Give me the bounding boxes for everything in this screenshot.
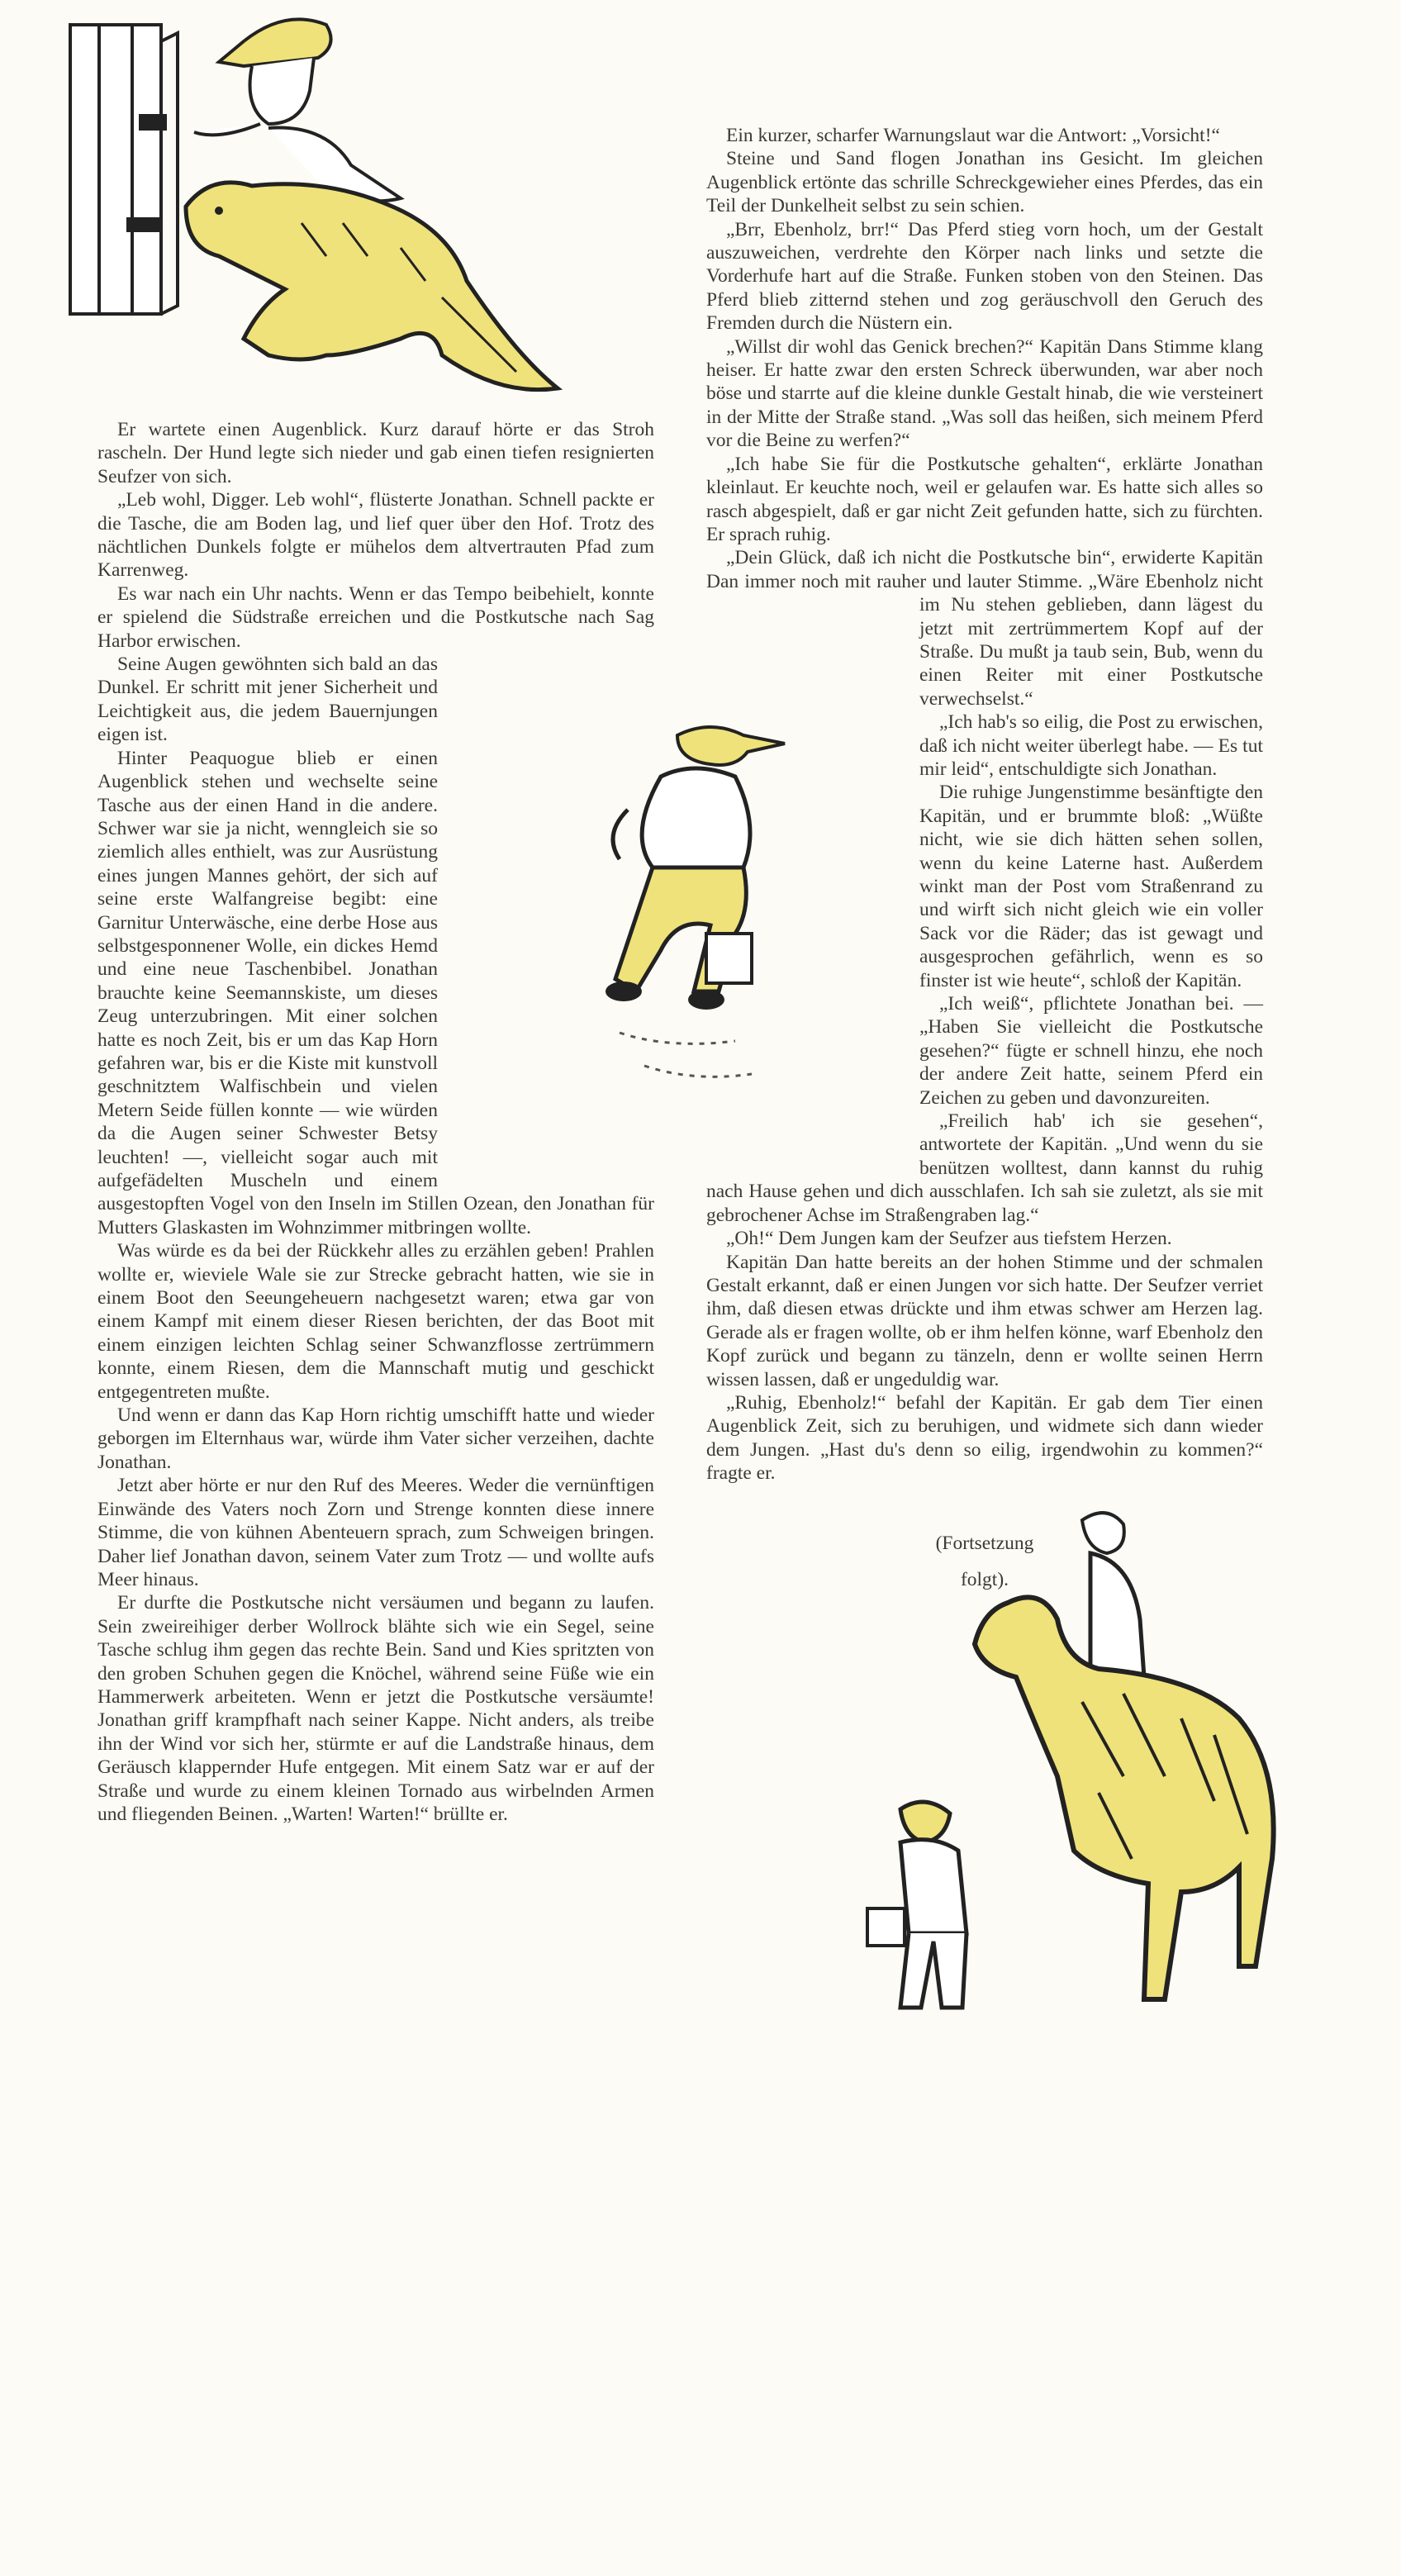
paragraph: „Dein Glück, daß ich nicht die Postkutsche bin“, erwiderte Kapitän Dan immer noch mit rauher und lauter Stimme. „Wäre Ebenholz nicht im Nu stehen geblieben, dann lägest du jetzt mit zertrümmertem Kopf auf der Straße. Du mußt ja taub sein, Bub, wenn du einen Reiter mit einer Postkutsche verwechselst.“ (706, 547, 1263, 710)
left-text-column (97, 418, 654, 1826)
paragraph: Ein kurzer, scharfer Warnungslaut war die Antwort: „Vorsicht!“ (726, 125, 1220, 146)
paragraph: „Oh!“ Dem Jungen kam der Seufzer aus tiefstem Herzen. (726, 1228, 1172, 1250)
paragraph: Die ruhige Jungenstimme besänftigte den Kapitän, und er brummte bloß: „Wüßte nicht, wie sie dich hätten sehen sollen, wenn du keine Laterne hast. Außerdem winkt man der Post vom Straßenrand zu und wirft sich nicht gleich wie ein voller Sack vor die Räder; das ist gewagt und ausgesprochen gefährlich, wenn es so finster ist wie heute“, schloß der Kapitän. (919, 782, 1263, 991)
paragraph: Und wenn er dann das Kap Horn richtig umschifft hatte und wieder geborgen im Elternhaus war, würde ihm Vater sicher verzeihen, dachte Jonathan. (97, 1404, 654, 1473)
illustration-boy-with-dog (54, 8, 582, 413)
paragraph: „Willst dir wohl das Genick brechen?“ Kapitän Dans Stimme klang heiser. Er hatte zwar den ersten Schreck überwunden, war aber noch böse und starrte auf die kleine dunkle Gestalt hinab, die wie versteinert in der Mitte der Straße stand. „Was soll das heißen, sich meinem Pferd vor die Beine zu werfen?“ (706, 335, 1263, 452)
paragraph: „Brr, Ebenholz, brr!“ Das Pferd stieg vorn hoch, um der Gestalt auszuweichen, verdrehte den Körper nach links und setzte die Vorderhufe hart auf die Straße. Funken stoben von den Steinen. Das Pferd blieb zitternd stehen und zog geräuschvoll den Geruch des Fremden durch die Nüstern ein. (706, 218, 1263, 335)
paragraph: Er wartete einen Augenblick. Kurz darauf hörte er das Stroh rascheln. Der Hund legte sich nieder und gab einen tiefen resignierten Seufzer von sich. (97, 419, 654, 487)
paragraph: Jetzt aber hörte er nur den Ruf des Meeres. Weder die vernünftigen Einwände des Vaters noch Zorn und Strenge konnten diese innere Stimme, die von kühnen Abenteuern sprach, zum Schweigen bringen. Daher lief Jonathan davon, seinem Vater zum Trotz — und wollte aufs Meer hinaus. (97, 1475, 654, 1590)
paragraph: „Freilich hab' ich sie gesehen“, antwortete der Kapitän. „Und wenn du sie benützen wolltest, dann kannst du ruhig nach Hause gehen und dich ausschlafen. Ich sah sie zuletzt, als sie mit gebrochener Achse im Straßengraben lag.“ (706, 1110, 1263, 1226)
paragraph: Steine und Sand flogen Jonathan ins Gesicht. Im gleichen Augenblick ertönte das schrille Schreckgewieher eines Pferdes, das ein Teil der Dunkelheit selbst zu sein schien. (706, 148, 1263, 217)
paragraph: „Ich habe Sie für die Postkutsche gehalten“, erklärte Jonathan kleinlaut. Er keuchte noch, weil er gelaufen war. Es hatte sich alles so rasch abgespielt, daß er gar nicht Zeit gefunden hatte, sich zu fürchten. Er sprach ruhig. (706, 453, 1263, 545)
paragraph: „Ich hab's so eilig, die Post zu erwischen, daß ich nicht weiter überlegt habe. — Es tut mir leid“, entschuldigte sich Jonathan. (919, 711, 1263, 780)
paragraph: Kapitän Dan hatte bereits an der hohen Stimme und der schmalen Gestalt erkannt, daß er einen Jungen vor sich hatte. Der Seufzer verriet ihm, daß diesen etwas drückte und ihm etwas schwer am Herzen lag. Gerade als er fragen wollte, ob er ihm helfen könne, warf Ebenholz den Kopf zurück und begann zu tänzeln, denn er wollte seinen Herrn wissen lassen, daß er ungeduldig war. (706, 1251, 1263, 1390)
paragraph: „Ruhig, Ebenholz!“ befahl der Kapitän. Er gab dem Tier einen Augenblick Zeit, sich zu beruhigen, und widmete sich dann wieder dem Jungen. „Hast du's denn so eilig, irgendwohin zu kommen?“ fragte er. (706, 1391, 1263, 1485)
right-text-column (706, 124, 1263, 2576)
paragraph: „Leb wohl, Digger. Leb wohl“, flüsterte Jonathan. Schnell packte er die Tasche, die am Boden lag, und lief quer über den Hof. Trotz des nächtlichen Dunkels folgte er mühelos dem altvertrauten Pfad zum Karrenweg. (97, 489, 654, 582)
paragraph: Was würde es da bei der Rückkehr alles zu erzählen geben! Prahlen wollte er, wieviele Wale sie zur Strecke gebracht hatten, wie sie in einem Boot den Seeungeheuern nachgesetzt waren; etwa gar von einem Kampf mit einem dieser Riesen berichten, der das Boot mit einem einzigen leichten Schlag seiner Schwanzflosse zertrümmern konnte, einem Riesen, dem die Mannschaft mutig und geschickt entgegentreten mußte. (97, 1240, 654, 1403)
paragraph: Seine Augen gewöhnten sich bald an das Dunkel. Er schritt mit jener Sicherheit und Leichtigkeit aus, die jedem Bauernjungen eigen ist. (97, 654, 438, 746)
continuation-line-1: (Fortsetzung (935, 1532, 1034, 1554)
paragraph: Es war nach ein Uhr nachts. Wenn er das Tempo beibehielt, konnte er spielend die Südstraße erreichen und die Postkutsche nach Sag Harbor erwischen. (97, 582, 654, 652)
continuation-line-2: folgt). (960, 1568, 1009, 1590)
paragraph: Hinter Peaquogue blieb er einen Augenblick stehen und wechselte seine Tasche aus der einen Hand in die andere. Schwer war sie ja nicht, wenngleich sie so ziemlich alles enthielt, was zur Ausrüstung eines jungen Mannes gehört, der sich auf seine erste Walfangreise begibt: eine Garnitur Unterwäsche, eine derbe Hose aus selbstgesponnener Wolle, ein dickes Hemd und eine neue Taschenbibel. Jonathan brauchte keine Seemannskiste, um dieses Zeug unterzubringen. Mit einer solchen hatte es noch Zeit, bis er um das Kap Horn gefahren war, bis er die Kiste mit kunstvoll geschnitztem Walfischbein und vielen Metern Seide füllen konnte — wie würden da die Augen seiner Schwester Betsy leuchten! —, vielleicht sogar auch mit aufgefädelten Muscheln und einem ausgestopften Vogel von den Inseln im Stillen Ozean, den Jonathan für Mutters Glaskasten im Wohnzimmer mitbringen wollte. (97, 747, 654, 1238)
paragraph: Er durfte die Postkutsche nicht versäumen und begann zu laufen. Sein zweireihiger derber Wollrock blähte sich wie ein Segel, seine Tasche schlug ihm gegen das rechte Bein. Sand und Kies spritzten von den groben Schuhen gegen die Knöchel, während seine Füße wie ein Hammerwerk arbeiteten. Wenn er jetzt die Postkutsche versäumte! Jonathan griff krampfhaft nach seiner Kappe. Nicht anders, als treibe ihn der Wind vor sich her, stürmte er auf die Landstraße hinaus, dem Geräusch klappernder Hufe entgegen. Mit einem Satz war er auf der Straße und wurde zu einem kleinen Tornado aus wirbelnden Armen und fliegenden Beinen. „Warten! Warten!“ brüllte er. (97, 1592, 654, 1825)
paragraph: „Ich weiß“, pflichtete Jonathan bei. — „Haben Sie vielleicht die Postkutsche gesehen?“ fügte er schnell hinzu, ehe noch der andere Zeit hatte, seinem Pferd ein Zeichen zu geben und davonzureiten. (919, 993, 1263, 1109)
